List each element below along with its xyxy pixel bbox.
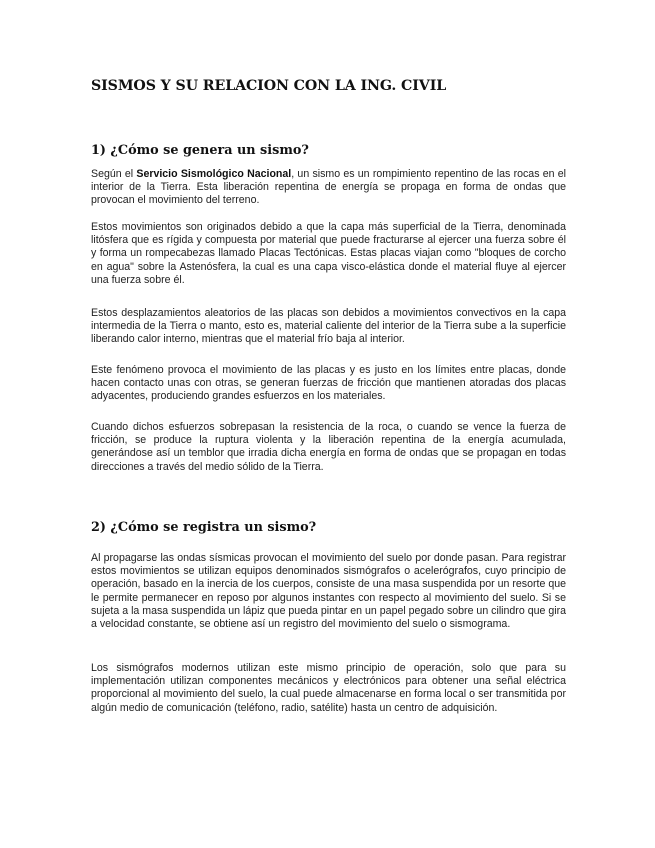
section-heading-genera-sismo: 1) ¿Cómo se genera un sismo? bbox=[91, 143, 309, 158]
document-title: SISMOS Y SU RELACION CON LA ING. CIVIL bbox=[91, 78, 447, 94]
section-heading-registra-sismo: 2) ¿Cómo se registra un sismo? bbox=[91, 520, 317, 535]
servicio-sismologico-emphasis: Servicio Sismológico Nacional bbox=[136, 168, 292, 180]
paragraph-definicion-sismo bbox=[91, 168, 566, 208]
paragraph-placas-tectonicas: Estos movimientos son originados debido a que la capa más superficial de la Tierra, denominada litósfera que es rígida y compuesta por material que puede fracturarse al ejercer una fuerza sobre él y forma un rompecabezas llamado Placas Tectónicas. Estas placas viajan como "bloques de corcho en agua" sobre la Astenósfera, la cual es una capa visco-elástica donde el material fluye al ejercer una fuerza sobre él. bbox=[91, 221, 566, 286]
paragraph-sismografos: Al propagarse las ondas sísmicas provocan el movimiento del suelo por donde pasan. Para registrar estos movimientos se utilizan equipos denominados sismógrafos o acelerógrafos, cuyo principio de operación, basado en la inercia de los cuerpos, consiste de una masa suspendida por un resorte que le permite permanecer en reposo por algunos instantes con respecto al movimiento del suelo. Si se sujeta a la masa suspendida un lápiz que pueda pintar en un papel pegado sobre un cilindro que gira a velocidad constante, se obtiene así un registro del movimiento del suelo o sismograma. bbox=[91, 552, 566, 631]
paragraph-sismografos-modernos: Los sismógrafos modernos utilizan este mismo principio de operación, solo que para su implementación utilizan componentes mecánicos y electrónicos para obtener una señal eléctrica proporcional al movimiento del suelo, la cual puede almacenarse en forma local o ser transmitida por algún medio de comunicación (teléfono, radio, satélite) hasta un centro de adquisición. bbox=[91, 662, 566, 714]
paragraph-text-rest: , un sismo es un rompimiento repentino de las rocas en el interior de la Tierra. Esta liberación repentina de energía se propaga en forma de ondas que provocan el movimiento del terreno. bbox=[91, 168, 567, 207]
paragraph-ruptura-roca: Cuando dichos esfuerzos sobrepasan la resistencia de la roca, o cuando se vence la fuerza de fricción, se produce la ruptura violenta y la liberación repentina de la energía acumulada, generándose así un temblor que irradia dicha energía en forma de ondas que se propagan en todas direcciones a través del medio sólido de la Tierra. bbox=[91, 421, 566, 473]
paragraph-text-intro: Según el bbox=[91, 168, 137, 180]
paragraph-movimientos-convectivos: Estos desplazamientos aleatorios de las placas son debidos a movimientos convectivos en la capa intermedia de la Tierra o manto, esto es, material caliente del interior de la Tierra sube a la superficie liberando calor interno, mientras que el material frío baja al interior. bbox=[91, 307, 566, 346]
paragraph-fuerzas-friccion: Este fenómeno provoca el movimiento de las placas y es justo en los límites entre placas, donde hacen contacto unas con otras, se generan fuerzas de fricción que mantienen atoradas dos placas adyacentes, produciendo grandes esfuerzos en los materiales. bbox=[91, 364, 566, 403]
